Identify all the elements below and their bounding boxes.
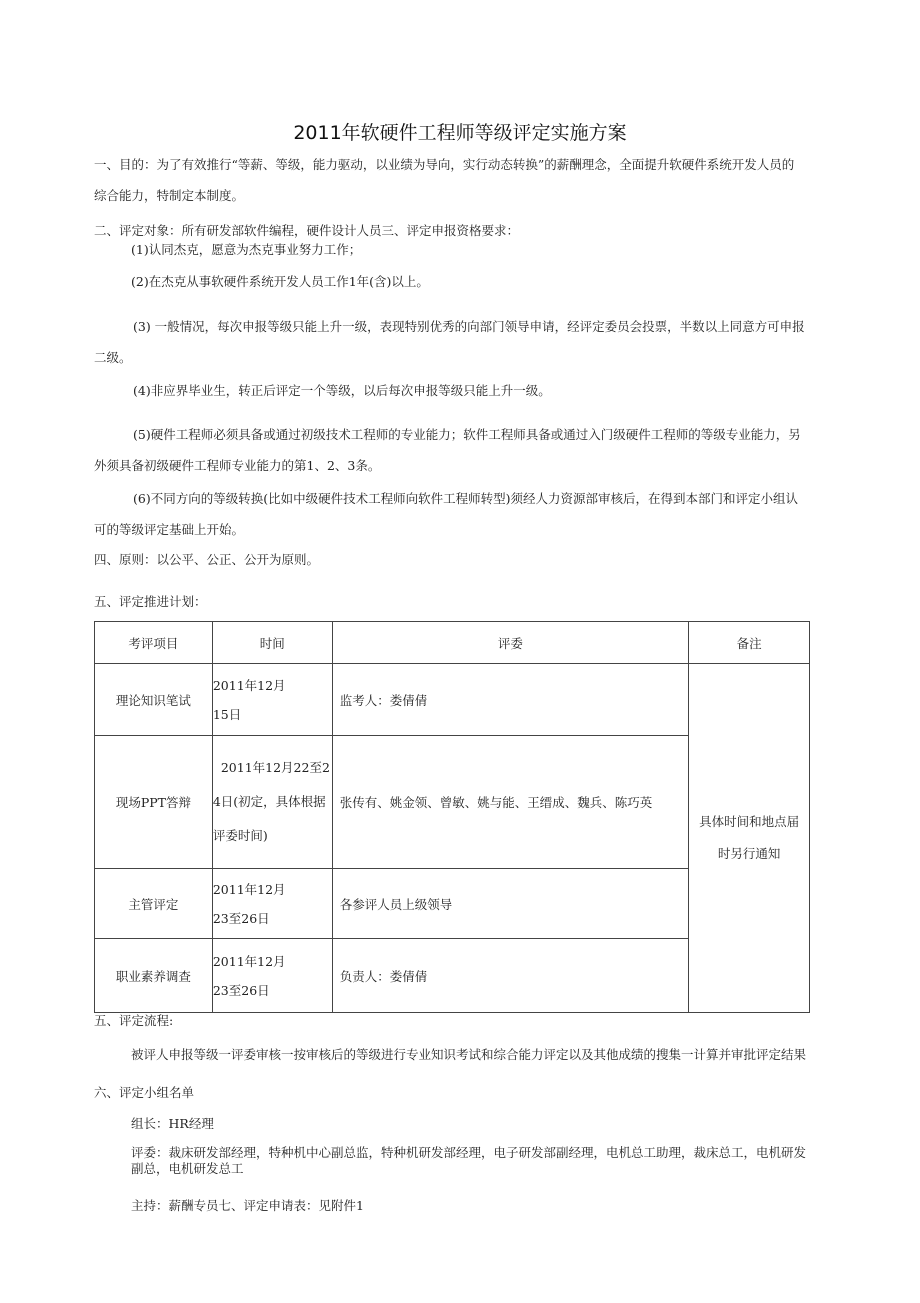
header-judge: 评委 xyxy=(332,622,688,664)
row-time-line: 15日 xyxy=(212,706,242,722)
row-time xyxy=(212,664,332,736)
row-time-line: 2011年12月 xyxy=(212,953,286,969)
purpose-line-1: 一、目的：为了有效推行“等薪、等级，能力驱动，以业绩为导向，实行动态转换”的薪酬理念，全面提升软硬件系统开发人员的 xyxy=(94,157,795,172)
note-line: 时另行通知 xyxy=(717,846,781,861)
row-time-line: 4日(初定，具体根据 xyxy=(212,794,326,809)
plan-table xyxy=(94,621,810,1013)
row-time-line: 23至26日 xyxy=(212,982,270,998)
table-header-row xyxy=(95,622,810,664)
flow-body: 被评人申报等级一评委审核一按审核后的等级进行专业知识考试和综合能力评定以及其他成绩的搜集一计算并审批评定结果 xyxy=(131,1047,807,1062)
requirement-4: (4)非应界毕业生，转正后评定一个等级，以后每次申报等级只能上升一级。 xyxy=(133,383,551,398)
principle-line: 四、原则：以公平、公正、公开为原则。 xyxy=(94,552,320,567)
group-judges-1: 评委：裁床研发部经理，特种机中心副总监，特种机研发部经理，电子研发部副经理，电机总工助理，裁床总工，电机研发 xyxy=(131,1145,807,1160)
row-judge: 各参评人员上级领导 xyxy=(332,869,688,939)
row-time-line: 2011年12月 xyxy=(212,677,286,693)
row-time-line: 2011年12月 xyxy=(212,881,286,897)
requirement-5: (5)硬件工程师必须具备或通过初级技术工程师的专业能力；软件工程师具备或通过入门级硬件工程师的等级专业能力，另 xyxy=(133,427,801,442)
requirement-3: (3) 一般情况，每次申报等级只能上升一级，表现特别优秀的向部门领导申请，经评定委员会投票，半数以上同意方可申报 xyxy=(133,319,805,334)
group-host: 主持：薪酬专员七、评定申请表：见附件1 xyxy=(131,1198,364,1213)
note-line: 具体时间和地点届 xyxy=(699,814,800,829)
requirement-6-cont: 可的等级评定基础上开始。 xyxy=(94,522,245,537)
table-row xyxy=(95,664,810,736)
requirement-6: (6)不同方向的等级转换(比如中级硬件技术工程师向软件工程师转型)须经人力资源部审核后，在得到本部门和评定小组认 xyxy=(133,491,798,506)
group-heading: 六、评定小组名单 xyxy=(94,1085,195,1100)
row-time xyxy=(212,939,332,1013)
row-time xyxy=(212,869,332,939)
group-leader: 组长：HR经理 xyxy=(131,1116,214,1131)
row-item: 理论知识笔试 xyxy=(95,664,213,736)
requirement-5-cont: 外须具备初级硬件工程师专业能力的第1、2、3条。 xyxy=(94,458,381,473)
row-judge: 张传有、姚金领、曾敏、姚与能、王缙成、魏兵、陈巧英 xyxy=(332,736,688,869)
header-item: 考评项目 xyxy=(95,622,213,664)
row-judge: 负责人：娄倩倩 xyxy=(332,939,688,1013)
row-item: 职业素养调查 xyxy=(95,939,213,1013)
plan-heading: 五、评定推进计划： xyxy=(94,594,207,609)
flow-heading: 五、评定流程: xyxy=(94,1013,174,1028)
row-item: 现场PPT答辩 xyxy=(95,736,213,869)
row-time-line: 23至26日 xyxy=(212,910,270,926)
header-time: 时间 xyxy=(212,622,332,664)
note-cell xyxy=(689,664,810,1013)
requirement-3-cont: 二级。 xyxy=(94,350,132,365)
eligibility-heading: 二、评定对象：所有研发部软件编程，硬件设计人员三、评定申报资格要求： xyxy=(94,223,520,238)
requirement-1: (1)认同杰克，愿意为杰克事业努力工作； xyxy=(131,242,362,257)
requirement-2: (2)在杰克从事软硬件系统开发人员工作1年(含)以上。 xyxy=(131,274,429,289)
header-note: 备注 xyxy=(689,622,810,664)
row-time-line: 2011年12月22至2 xyxy=(220,760,330,775)
row-judge: 监考人：娄倩倩 xyxy=(332,664,688,736)
page-title: 2011年软硬件工程师等级评定实施方案 xyxy=(293,122,627,144)
group-judges-2: 副总，电机研发总工 xyxy=(131,1161,244,1176)
row-item: 主管评定 xyxy=(95,869,213,939)
purpose-line-2: 综合能力，特制定本制度。 xyxy=(94,188,245,203)
row-time xyxy=(212,736,332,869)
row-time-line: 评委时间) xyxy=(212,828,268,843)
